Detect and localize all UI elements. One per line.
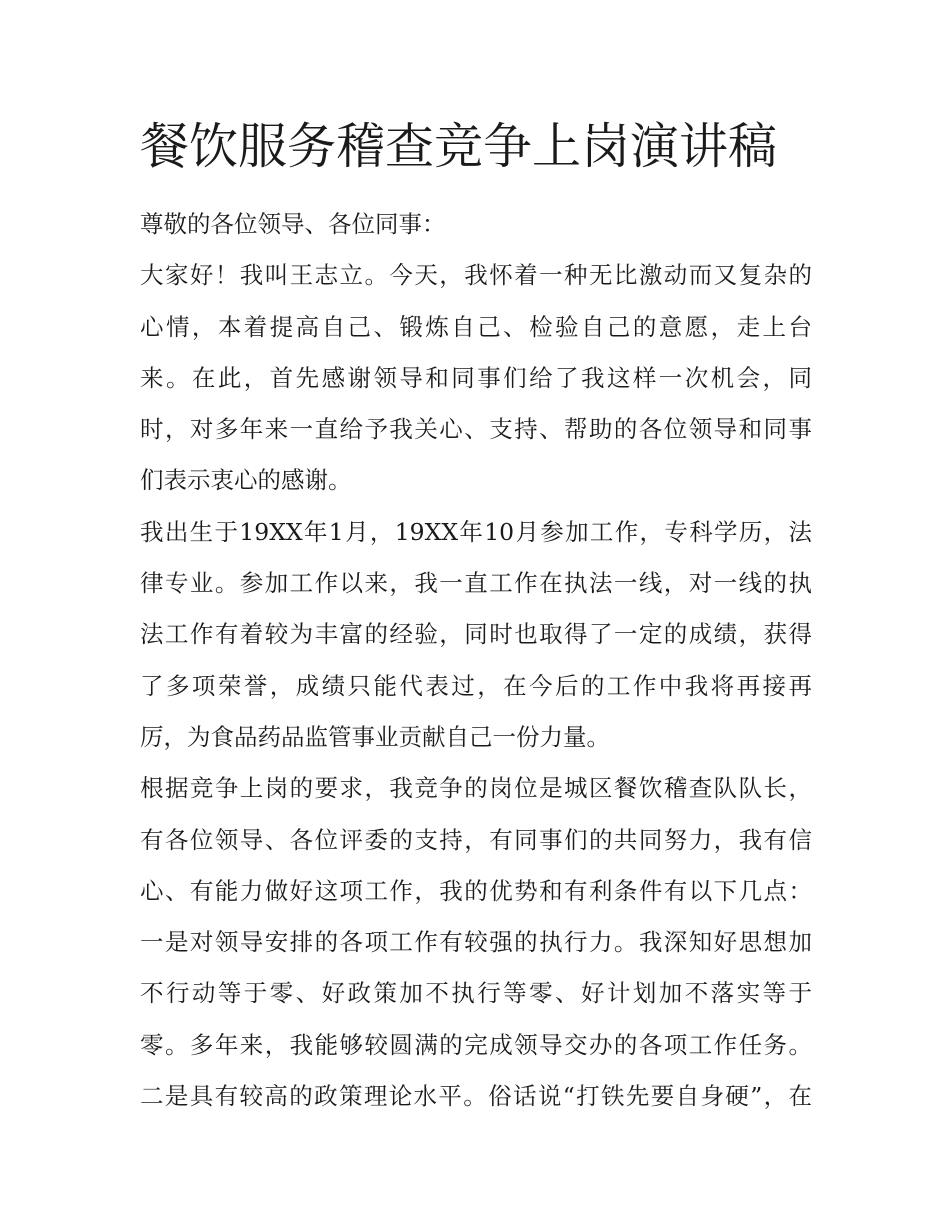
text-line: 零。多年来，我能够较圆满的完成领导交办的各项工作任务。	[140, 1030, 812, 1059]
text-line: 律专业。参加工作以来，我一直工作在执法一线，对一线的执	[140, 569, 812, 598]
text-line: 根据竞争上岗的要求，我竞争的岗位是城区餐饮稽查队队长，	[140, 774, 812, 803]
text-line: 了多项荣誉，成绩只能代表过，在今后的工作中我将再接再	[140, 671, 812, 700]
text-line: 心、有能力做好这项工作，我的优势和有利条件有以下几点：	[140, 876, 812, 905]
text-line: 一是对领导安排的各项工作有较强的执行力。我深知好思想加	[140, 928, 812, 957]
text-line: 心情，本着提高自己、锻炼自己、检验自己的意愿，走上台	[140, 312, 812, 341]
text-line: 不行动等于零、好政策加不执行等零、好计划加不落实等于	[140, 979, 812, 1008]
text-line: 我出生于19XX年1月，19XX年10月参加工作，专科学历，法	[140, 517, 812, 546]
text-line: 法工作有着较为丰富的经验，同时也取得了一定的成绩，获得	[140, 620, 812, 649]
text-line: 们表示衷心的感谢。	[140, 466, 352, 495]
text-line: 有各位领导、各位评委的支持，有同事们的共同努力，我有信	[140, 825, 812, 854]
page-title: 餐饮服务稽查竞争上岗演讲稿	[140, 118, 778, 175]
text-line: 时，对多年来一直给予我关心、支持、帮助的各位领导和同事	[140, 415, 812, 444]
text-line: 大家好！我叫王志立。今天，我怀着一种无比激动而又复杂的	[140, 261, 812, 290]
document-body	[140, 199, 812, 1122]
text-line: 二是具有较高的政策理论水平。俗话说“打铁先要自身硬”，在	[140, 1082, 812, 1111]
text-line: 来。在此，首先感谢领导和同事们给了我这样一次机会，同	[140, 363, 812, 392]
text-line: 尊敬的各位领导、各位同事：	[140, 210, 446, 238]
text-line: 厉，为食品药品监管事业贡献自己一份力量。	[140, 722, 610, 751]
